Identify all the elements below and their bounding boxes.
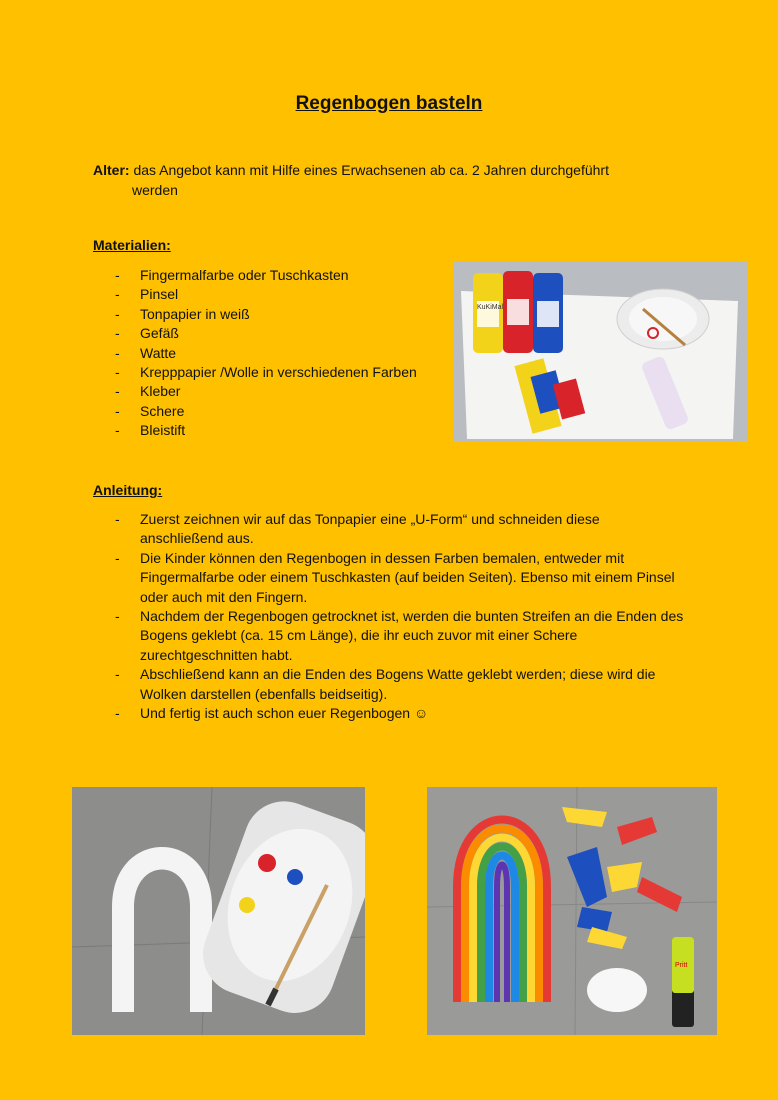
list-item: - Pinsel [115, 285, 417, 304]
list-item: - Schere [115, 402, 417, 421]
instructions-heading: Anleitung: [93, 482, 163, 498]
list-item: - Fingermalfarbe oder Tuschkasten [115, 266, 417, 285]
u-shape-photo [72, 787, 365, 1035]
glue-stick-label: Pritt [675, 962, 688, 969]
page-title: Regenbogen basteln [295, 93, 483, 114]
list-item: - Die Kinder können den Regenbogen in dessen Farben bemalen, entweder mit Fingermalfarbe oder einem Tuschkasten (auf beiden Seiten). Ebenso mit einem Pinsel oder auch mit den Fingern. [115, 549, 685, 607]
age-text-line1: das Angebot kann mit Hilfe eines Erwachsenen ab ca. 2 Jahren durchgeführt [133, 162, 609, 178]
materials-photo-illustration [453, 261, 748, 441]
rainbow-photo [427, 787, 717, 1035]
age-section [93, 160, 653, 200]
age-text-line2: werden [132, 182, 178, 198]
u-shape-photo-illustration [72, 787, 365, 1035]
materials-photo [453, 261, 748, 441]
list-item: - Zuerst zeichnen wir auf das Tonpapier eine „U-Form“ und schneiden diese anschließend aus. [115, 510, 685, 549]
list-item: - Kleber [115, 382, 417, 401]
list-item: - Nachdem der Regenbogen getrocknet ist, werden die bunten Streifen an die Enden des Bogens geklebt (ca. 15 cm Länge), die ihr euch zuvor mit einer Schere zurechtgeschnitten habt. [115, 607, 685, 665]
list-item: - Tonpapier in weiß [115, 305, 417, 324]
rainbow-photo-illustration [427, 787, 717, 1035]
materials-list [115, 266, 417, 441]
age-label: Alter: [93, 162, 130, 178]
bottle-label: KuKiMal [477, 304, 504, 311]
list-item: - Bleistift [115, 421, 417, 440]
list-item: - Abschließend kann an die Enden des Bogens Watte geklebt werden; diese wird die Wolken darstellen (ebenfalls beidseitig). [115, 665, 685, 704]
list-item: - Krepppapier /Wolle in verschiedenen Farben [115, 363, 417, 382]
materials-heading: Materialien: [93, 237, 171, 253]
list-item: - Gefäß [115, 324, 417, 343]
list-item: - Und fertig ist auch schon euer Regenbogen ☺ [115, 704, 685, 723]
list-item: - Watte [115, 344, 417, 363]
instructions-list [115, 510, 685, 723]
